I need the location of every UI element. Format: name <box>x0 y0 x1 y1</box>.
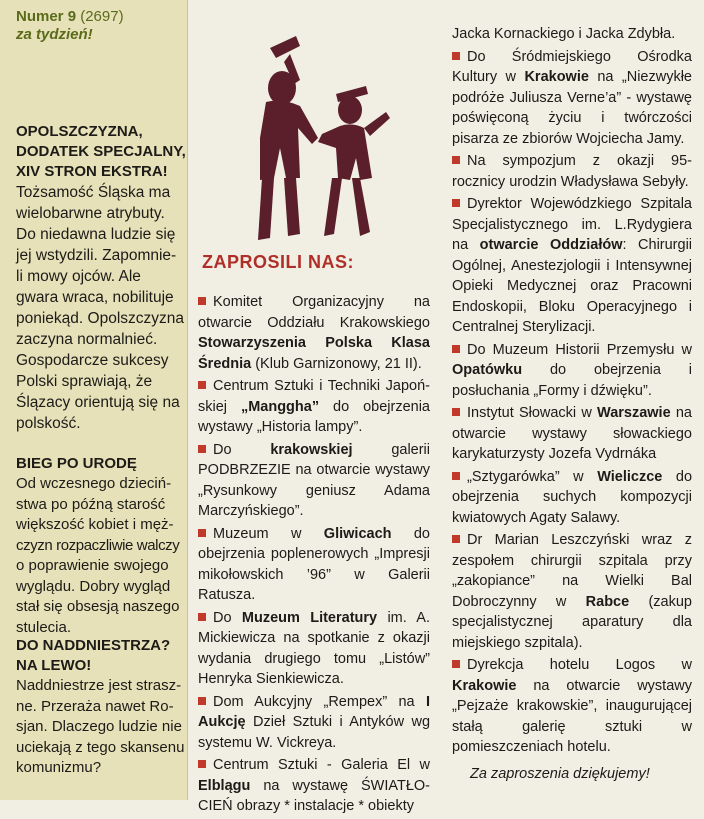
list-item <box>198 755 430 817</box>
body-line: sjan. Dlaczego ludzie nie <box>16 718 182 735</box>
entry-text: na otwarcie wystawy słowackiego karykaturzysty Jozefa Vydrnáka <box>452 405 692 462</box>
section-body <box>16 182 186 434</box>
list-item <box>198 608 430 690</box>
body-line: Gospodarcze sukcesy <box>16 352 169 369</box>
list-item <box>452 467 692 529</box>
bullet-icon <box>198 297 206 305</box>
entry-highlight: Krakowie <box>452 677 517 694</box>
entry-text: do obejrzenia i posłuchania „Formy i dźwięku”. <box>452 362 692 399</box>
issue-code: (2697) <box>80 8 124 25</box>
bullet-icon <box>198 613 206 621</box>
entry-text: Na sympozjum z okazji 95-rocznicy urodzin Władysława Sebyły. <box>452 153 692 190</box>
entry-text: Do Śródmiejskiego Ośrodka Kultury w <box>452 48 692 85</box>
body-line: li mowy ojców. Ale <box>16 268 141 285</box>
entry-text: im. A. Mickiewicza na spotkanie z okazji wydania drugiego tomu „Listów” Henryka Sienkiewicza. <box>198 609 431 687</box>
section-body <box>16 676 186 779</box>
section-bieg-po-urode <box>16 454 186 638</box>
section-opolszczyzna <box>16 122 186 434</box>
entry-text: do obejrzenia suchych kompozycji kwiatowych Agaty Salawy. <box>452 468 693 526</box>
list-item <box>452 47 692 150</box>
entry-highlight: Krakowie <box>524 69 589 85</box>
invitations-heading: ZAPROSILI NAS: <box>202 252 355 272</box>
entry-text: skiej <box>198 398 228 415</box>
entry-highlight: krakowskiej <box>270 441 353 458</box>
body-line: stał się obsesją naszego <box>16 598 180 615</box>
body-line: czyzn rozpaczliwie walczy <box>16 536 180 554</box>
entry-text: Dyrekcja hotelu Logos w <box>467 657 692 673</box>
section-heading <box>16 636 186 676</box>
entry-highlight: „Manggha” <box>240 398 320 415</box>
list-item <box>198 376 430 438</box>
bullet-icon <box>452 199 460 207</box>
body-line: wielobarwne atrybuty. <box>16 205 165 222</box>
bullet-icon <box>452 472 460 480</box>
entry-highlight: Wieliczce <box>597 468 663 485</box>
invitations-list-middle <box>198 292 430 819</box>
issue-number: 9 <box>67 8 77 25</box>
entry-highlight: Rabce <box>585 593 630 610</box>
entry-text: Komitet Organizacyjny na <box>213 294 430 310</box>
bullet-icon <box>452 535 460 543</box>
entry-text: Centrum Sztuki i Techniki Japoń- <box>213 378 430 394</box>
entry-text: Dzieł Sztuki i Antyków wg systemu W. Vickreya. <box>198 714 431 751</box>
bullet-icon <box>198 760 206 768</box>
entry-highlight: Elblągu <box>198 777 251 794</box>
list-item <box>452 194 692 338</box>
entry-text: Dom Aukcyjny „Rempex” na <box>213 693 415 710</box>
entry-text: Do <box>213 441 232 458</box>
bullet-icon <box>198 529 206 537</box>
bullet-icon <box>452 345 460 353</box>
entry-highlight: I Aukcję <box>198 693 431 730</box>
entry-text: : Chirurgii Ogólnej, Anestezjologii i Intensywnej Opieki Medycznej oraz Pracowni Endoskopii, Bloku Operacyjnego i Centralnej Sterylizacji. <box>452 237 693 335</box>
entry-text: Centrum Sztuki - Galeria El w <box>213 757 430 773</box>
heading-line: BIEG PO URODĘ <box>16 455 137 472</box>
issue-week: za tydzień! <box>16 26 93 43</box>
body-line: Tożsamość Śląska ma <box>16 184 171 201</box>
middle-column <box>188 0 438 814</box>
entry-highlight: Gliwicach <box>323 525 392 542</box>
bullet-icon <box>198 445 206 453</box>
list-item <box>198 524 430 606</box>
heading-line: XIV STRON EKSTRA! <box>16 163 168 180</box>
issue-info <box>16 8 179 44</box>
entry-highlight: otwarcie Oddziałów <box>479 237 623 253</box>
entry-text: Jacka Kornackiego i Jacka Zdybła. <box>452 26 676 42</box>
section-heading <box>16 122 186 182</box>
body-line: Naddniestrze jest strasz- <box>16 677 182 694</box>
list-item <box>452 530 692 653</box>
list-item-continuation <box>452 24 692 45</box>
invitations-list-right <box>452 24 692 760</box>
entry-text: do obejrzenia wystawy „Historia lampy”. <box>198 398 430 435</box>
body-line: o poprawienie swojego <box>16 557 169 574</box>
body-line: Do niedawna ludzie się <box>16 226 176 243</box>
bullet-icon <box>452 52 460 60</box>
body-line: stwa po późną starość <box>16 495 166 513</box>
body-line: jej wstydzili. Zapomnie- <box>16 247 177 264</box>
body-line: stulecia. <box>16 618 72 636</box>
dancing-couple-silhouette-icon <box>200 28 410 248</box>
entry-text: Instytut Słowacki w <box>467 405 592 421</box>
list-item <box>452 655 692 758</box>
entry-text: do obejrzenia poplenerowych „Impresji mikołowskich ’96” w Galerii Ratusza. <box>198 525 430 603</box>
list-item <box>198 292 430 374</box>
body-line: uciekają z tego skansenu <box>16 738 185 756</box>
body-line: polskość. <box>16 415 81 432</box>
entry-text: na „Niezwykłe podróże Juliusza Verne’a” - wystawę poświęconą życiu i twórczości pisarza ze zbiorów Wojciecha Jamy. <box>452 69 692 147</box>
section-body <box>16 474 186 638</box>
bullet-icon <box>452 660 460 668</box>
entry-text: (zakup specjalistycznej aparatury dla miejskiego szpitala). <box>452 593 692 651</box>
entry-highlight: Stowarzyszenia Polska Klasa Średnia <box>198 335 430 372</box>
entry-text: na wystawę ŚWIATŁO-CIEŃ obrazy * instalacje * obiekty <box>198 777 431 814</box>
entry-text: galerii PODBRZEZIE na otwarcie wystawy „Rysunkowy geniusz Adama Marczyńskiego”. <box>198 441 430 519</box>
entry-text: Muzeum w <box>213 525 302 542</box>
bullet-icon <box>452 408 460 416</box>
body-line: ne. Przeraża nawet Ro- <box>16 697 174 715</box>
entry-text: „Sztygarówka” w <box>467 468 584 485</box>
body-line: większość kobiet i męż- <box>16 516 174 533</box>
heading-line: OPOLSZCZYZNA, <box>16 123 143 140</box>
bullet-icon <box>452 156 460 164</box>
entry-text: (Klub Garnizonowy, 21 II). <box>255 355 422 372</box>
entry-highlight: Muzeum Literatury <box>241 609 378 626</box>
list-item <box>452 340 692 402</box>
body-line: Polski sprawiają, że <box>16 373 153 390</box>
body-line: komunizmu? <box>16 759 102 776</box>
list-item <box>198 692 430 754</box>
body-line: zaczyna normalnieć. <box>16 331 158 348</box>
entry-text: Do Muzeum Historii Przemysłu w <box>467 341 692 358</box>
entry-text: Do <box>213 609 232 626</box>
list-item <box>198 440 430 522</box>
list-item <box>452 403 692 465</box>
body-line: poniekąd. Opolszczyzna <box>16 310 185 327</box>
entry-text: na otwarcie wystawy „Pejzaże krakowskie”, inaugurującej stałą galerię sztuki w pomieszczeniach hotelu. <box>452 677 693 755</box>
issue-label: Numer <box>16 8 64 25</box>
entry-highlight: Warszawie <box>597 405 671 421</box>
body-line: Od wczesnego dzieciń- <box>16 475 172 492</box>
bullet-icon <box>198 697 206 705</box>
section-heading <box>16 454 186 474</box>
heading-line: DODATEK SPECJALNY, <box>16 143 186 160</box>
entry-highlight: Opatówku <box>452 362 523 378</box>
entry-text: Dr Marian Leszczyński wraz z zespołem chirurgii szpitala przy „zakopiance” na Wielki Bal Dobroczynny w <box>452 532 692 610</box>
heading-line: DO NADDNIESTRZA? <box>16 637 171 654</box>
bullet-icon <box>198 381 206 389</box>
heading-line: NA LEWO! <box>16 657 92 674</box>
body-line: Ślązacy orientują się na <box>16 394 180 411</box>
section-naddniestrze <box>16 636 186 779</box>
body-line: gwara wraca, nobilituje <box>16 289 174 306</box>
list-item <box>452 151 692 192</box>
body-line: wyglądu. Dobry wygląd <box>16 577 171 595</box>
entry-text: Dyrektor Wojewódzkiego Szpitala Specjalistycznego im. L.Rydygiera na <box>452 196 692 253</box>
thanks-note: Za zaproszenia dziękujemy! <box>470 766 650 782</box>
entry-text: otwarcie Oddziału Krakowskiego <box>198 314 430 331</box>
